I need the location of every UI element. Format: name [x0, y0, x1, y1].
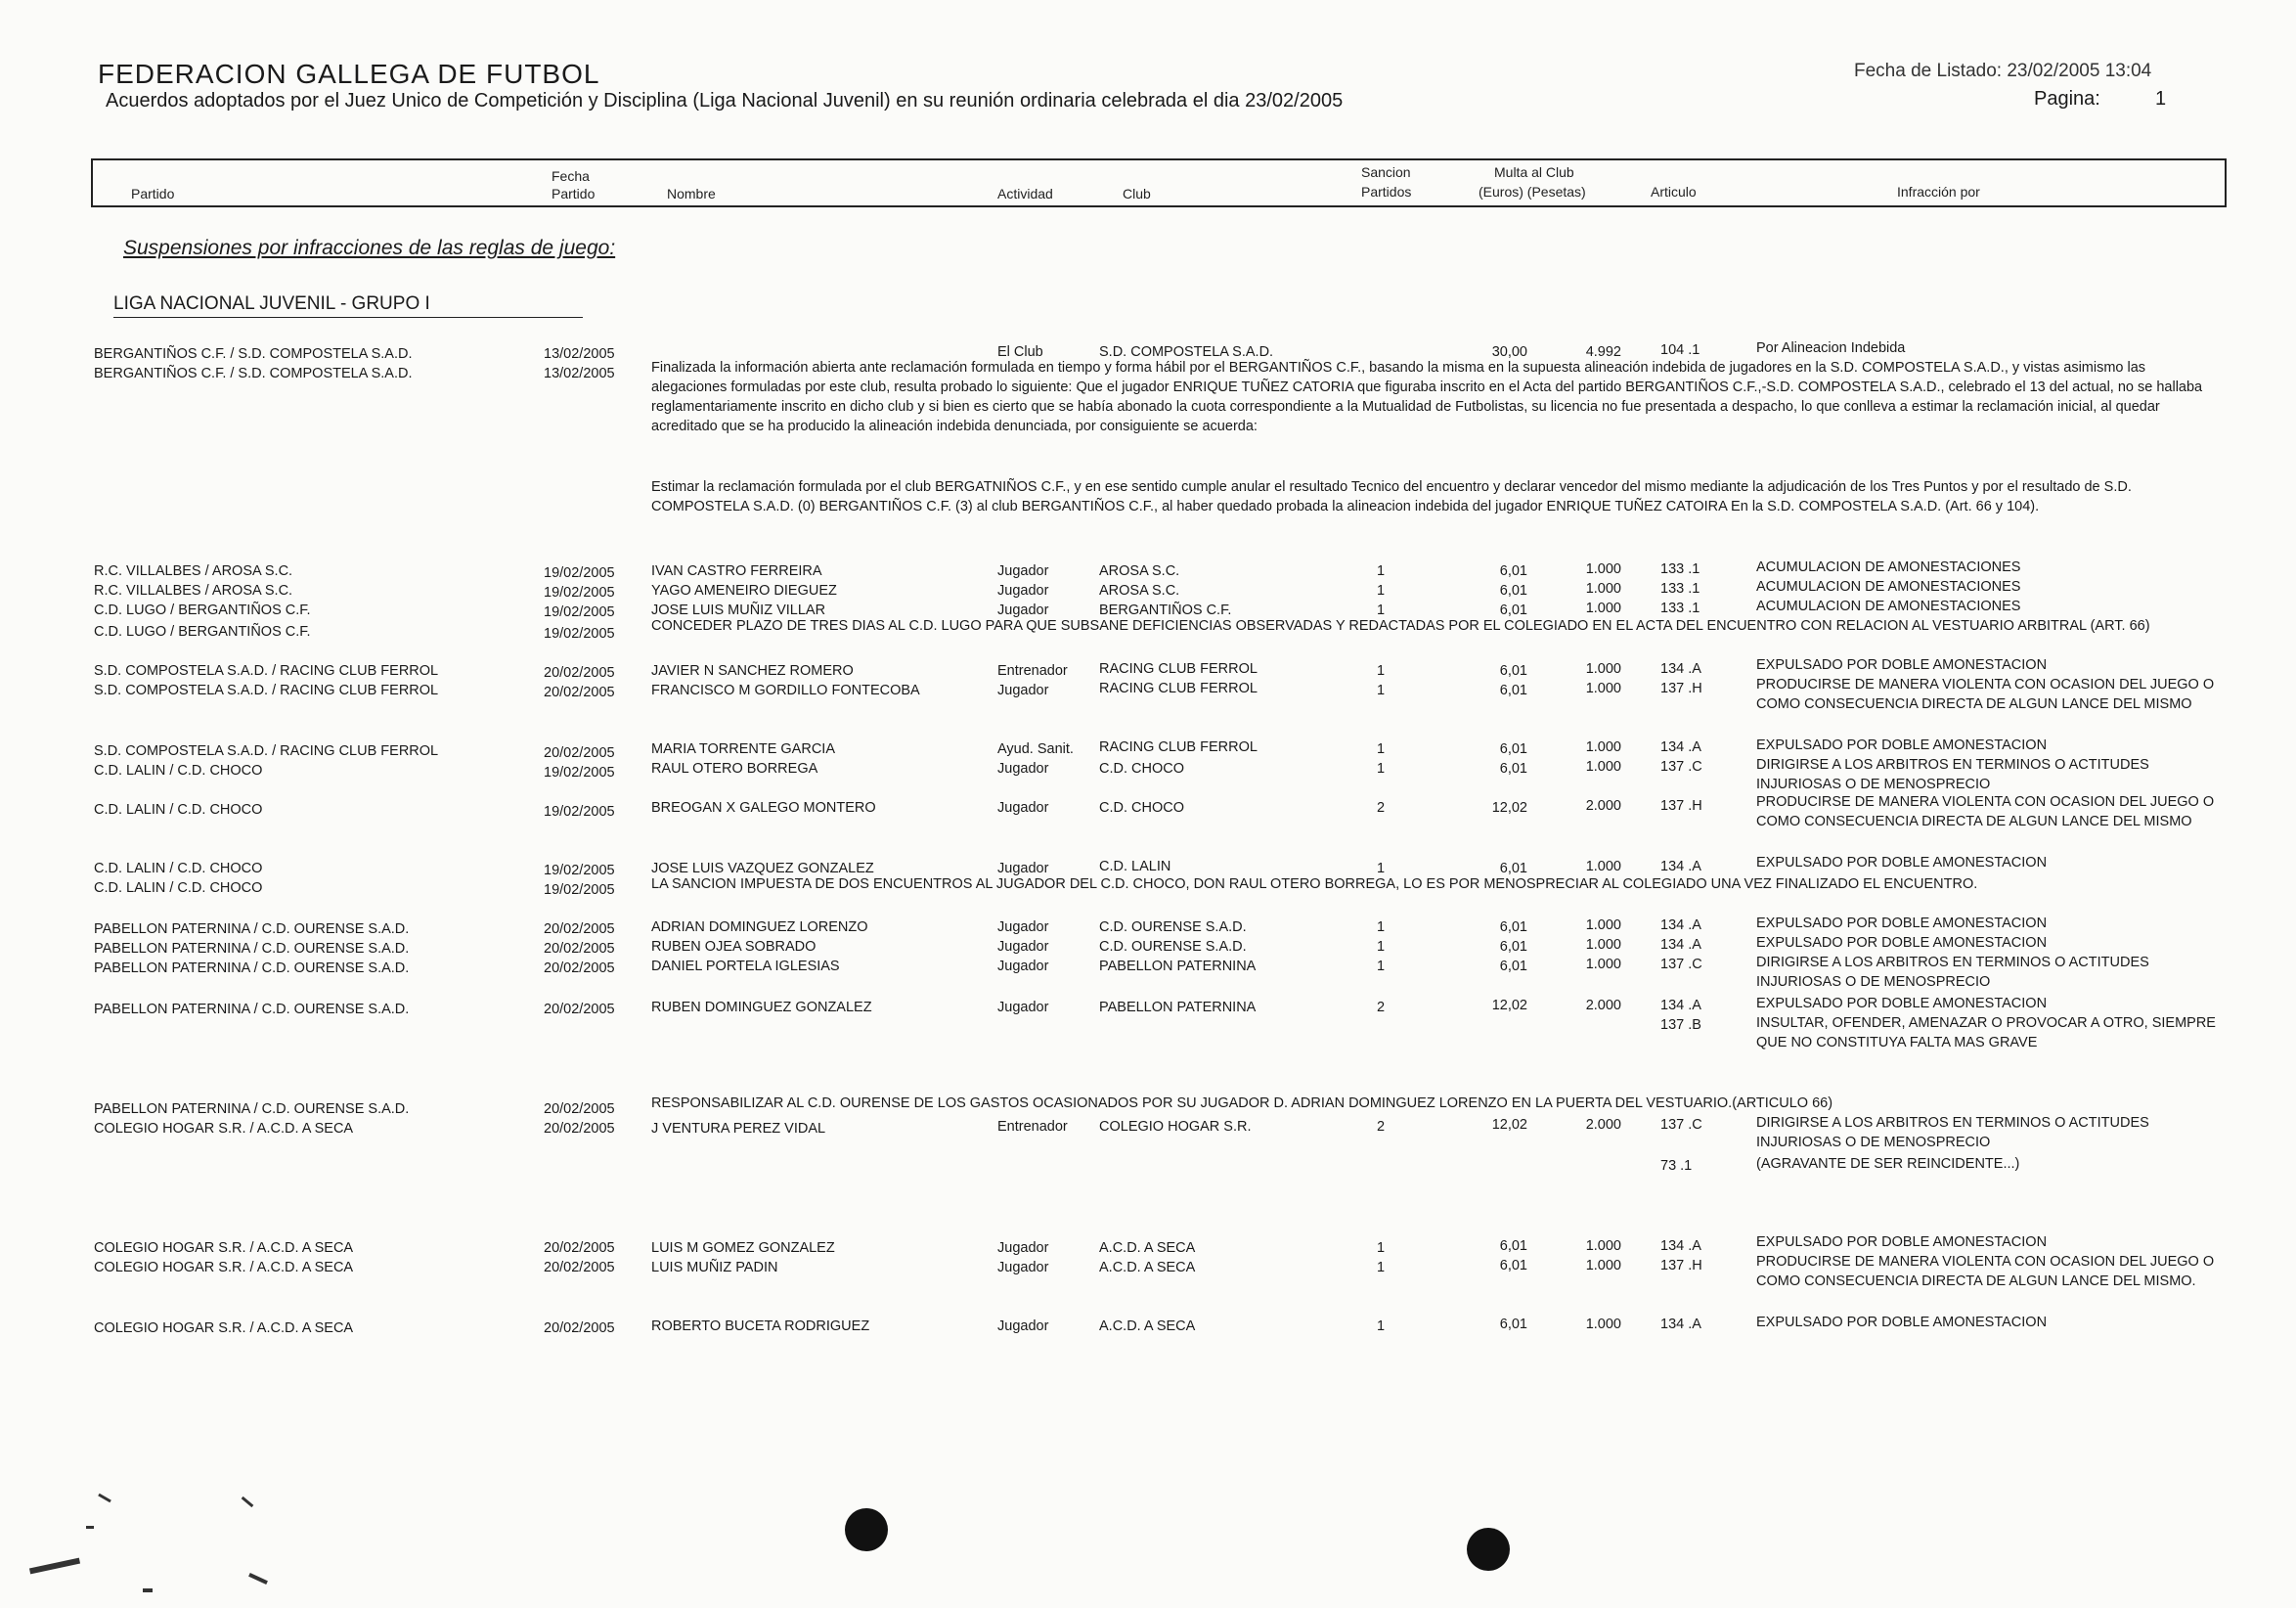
row-19-euros: 6,01: [1499, 1238, 1527, 1254]
row-6-nombre: JAVIER N SANCHEZ ROMERO: [651, 663, 854, 679]
row-2-fecha: 19/02/2005: [544, 565, 615, 581]
row-7-club: RACING CLUB FERROL: [1099, 681, 1258, 696]
row-3-partidos: 1: [1377, 583, 1386, 599]
row-7-infraccion: PRODUCIRSE DE MANERA VIOLENTA CON OCASION DEL JUEGO O COMO CONSECUENCIA DIRECTA DE ALGUN LANCE DEL MISMO: [1756, 677, 2215, 712]
row-19-actividad: Jugador: [997, 1240, 1049, 1256]
col-multa-bottom: (Euros) (Pesetas): [1479, 184, 1586, 200]
row-9-partidos: 1: [1377, 761, 1386, 777]
row-13-partidos: 1: [1377, 919, 1386, 935]
row-2-euros: 6,01: [1499, 563, 1527, 579]
row-20-pesetas: 1.000: [1585, 1258, 1621, 1273]
row-11-euros: 6,01: [1499, 861, 1527, 876]
row-19-articulo: 134 .A: [1660, 1238, 1701, 1254]
row-8-nombre: MARIA TORRENTE GARCIA: [651, 741, 835, 757]
row-6-actividad: Entrenador: [997, 663, 1068, 679]
col-fecha-bottom: Partido: [552, 186, 596, 201]
row-4-partidos: 1: [1377, 603, 1386, 618]
listing-date: Fecha de Listado: 23/02/2005 13:04: [1854, 61, 2152, 81]
row-4-club: BERGANTIÑOS C.F.: [1099, 603, 1232, 618]
row-10-partidos: 2: [1377, 800, 1386, 816]
row-20-articulo: 137 .H: [1660, 1258, 1702, 1273]
row-6-infraccion: EXPULSADO POR DOBLE AMONESTACION: [1756, 657, 2048, 673]
col-nombre: Nombre: [667, 186, 716, 201]
row-11-nombre: JOSE LUIS VAZQUEZ GONZALEZ: [651, 861, 874, 876]
row-21-partidos: 1: [1377, 1318, 1386, 1334]
row-12-partido: C.D. LALIN / C.D. CHOCO: [94, 880, 263, 896]
row-20-nombre: LUIS MUÑIZ PADIN: [651, 1260, 778, 1275]
row-7-actividad: Jugador: [997, 683, 1049, 698]
row-7-partido: S.D. COMPOSTELA S.A.D. / RACING CLUB FERROL: [94, 683, 439, 698]
row-18-infraccion2: (AGRAVANTE DE SER REINCIDENTE...): [1756, 1156, 2020, 1172]
row-9-nombre: RAUL OTERO BORREGA: [651, 761, 818, 777]
row-16-infraccion: EXPULSADO POR DOBLE AMONESTACION: [1756, 996, 2048, 1011]
document-subtitle: Acuerdos adoptados por el Juez Unico de Competición y Disciplina (Liga Nacional Juvenil) en su reunión ordinaria celebrada el dia 23/02/2005: [106, 90, 1344, 112]
document-title: FEDERACION GALLEGA DE FUTBOL: [98, 59, 600, 89]
row-16-partidos: 2: [1377, 1000, 1386, 1015]
row-3-club: AROSA S.C.: [1099, 583, 1180, 599]
row-11-actividad: Jugador: [997, 861, 1049, 876]
row-21-euros: 6,01: [1499, 1317, 1527, 1332]
row-3-fecha: 19/02/2005: [544, 585, 615, 601]
row-2-actividad: Jugador: [997, 563, 1049, 579]
row-21-fecha: 20/02/2005: [544, 1320, 615, 1336]
row-7-euros: 6,01: [1499, 683, 1527, 698]
row-14-fecha: 20/02/2005: [544, 941, 615, 957]
page-label: Pagina:: [2034, 88, 2100, 110]
row-9-actividad: Jugador: [997, 761, 1049, 777]
row-2-articulo: 133 .1: [1660, 561, 1700, 577]
row-4-fecha: 19/02/2005: [544, 604, 615, 620]
row-6-partido: S.D. COMPOSTELA S.A.D. / RACING CLUB FERROL: [94, 663, 439, 679]
row-14-articulo: 134 .A: [1660, 937, 1701, 953]
row-15-partidos: 1: [1377, 959, 1386, 974]
row-21-pesetas: 1.000: [1585, 1317, 1621, 1332]
row-13-articulo: 134 .A: [1660, 917, 1701, 933]
row-20-euros: 6,01: [1499, 1258, 1527, 1273]
row-9-partido: C.D. LALIN / C.D. CHOCO: [94, 763, 263, 779]
row-0-actividad: El Club: [997, 344, 1043, 360]
row-8-pesetas: 1.000: [1585, 739, 1621, 755]
row-19-partidos: 1: [1377, 1240, 1386, 1256]
row-19-fecha: 20/02/2005: [544, 1240, 615, 1256]
row-2-pesetas: 1.000: [1585, 561, 1621, 577]
row-10-partido: C.D. LALIN / C.D. CHOCO: [94, 802, 263, 818]
row-18-nombre: J VENTURA PEREZ VIDAL: [651, 1121, 826, 1137]
row-15-actividad: Jugador: [997, 959, 1049, 974]
row-18-pesetas: 2.000: [1585, 1117, 1621, 1133]
row-10-actividad: Jugador: [997, 800, 1049, 816]
row-21-club: A.C.D. A SECA: [1099, 1318, 1196, 1334]
col-sancion-bottom: Partidos: [1361, 184, 1412, 200]
row-3-euros: 6,01: [1499, 583, 1527, 599]
col-club: Club: [1123, 186, 1151, 201]
row-11-articulo: 134 .A: [1660, 859, 1701, 874]
row-14-pesetas: 1.000: [1585, 937, 1621, 953]
row-10-euros: 12,02: [1491, 800, 1527, 816]
row-16-club: PABELLON PATERNINA: [1099, 1000, 1257, 1015]
row-16-fecha: 20/02/2005: [544, 1002, 615, 1017]
row-9-articulo: 137 .C: [1660, 759, 1702, 775]
row-7-partidos: 1: [1377, 683, 1386, 698]
row-0-infraccion: Por Alineacion Indebida: [1756, 340, 1906, 356]
row-6-articulo: 134 .A: [1660, 661, 1701, 677]
row-7-pesetas: 1.000: [1585, 681, 1621, 696]
row-9-pesetas: 1.000: [1585, 759, 1621, 775]
row-0-pesetas: 4.992: [1585, 344, 1621, 360]
row-21-infraccion: EXPULSADO POR DOBLE AMONESTACION: [1756, 1315, 2048, 1330]
scan-speck: [143, 1588, 153, 1592]
row-3-articulo: 133 .1: [1660, 581, 1700, 597]
row-13-actividad: Jugador: [997, 919, 1049, 935]
row-11-partido: C.D. LALIN / C.D. CHOCO: [94, 861, 263, 876]
row-9-fecha: 19/02/2005: [544, 765, 615, 781]
scan-speck: [242, 1496, 254, 1507]
row-8-articulo: 134 .A: [1660, 739, 1701, 755]
col-actividad: Actividad: [997, 186, 1053, 201]
row-13-club: C.D. OURENSE S.A.D.: [1099, 919, 1247, 935]
row-2-infraccion: ACUMULACION DE AMONESTACIONES: [1756, 559, 2021, 575]
row-13-fecha: 20/02/2005: [544, 921, 615, 937]
scan-speck: [29, 1558, 80, 1575]
row-0-fecha: 13/02/2005: [544, 346, 615, 362]
row-6-pesetas: 1.000: [1585, 661, 1621, 677]
page-number: 1: [2155, 88, 2167, 110]
row-9-club: C.D. CHOCO: [1099, 761, 1184, 777]
row-15-infraccion: DIRIGIRSE A LOS ARBITROS EN TERMINOS O ACTITUDES INJURIOSAS O DE MENOSPRECIO: [1756, 955, 2149, 990]
row-20-actividad: Jugador: [997, 1260, 1049, 1275]
row-18-partido: COLEGIO HOGAR S.R. / A.C.D. A SECA: [94, 1121, 354, 1137]
row-20-partidos: 1: [1377, 1260, 1386, 1275]
row-2-club: AROSA S.C.: [1099, 563, 1180, 579]
row-8-euros: 6,01: [1499, 741, 1527, 757]
row-13-infraccion: EXPULSADO POR DOBLE AMONESTACION: [1756, 916, 2048, 931]
scan-speck: [248, 1573, 268, 1585]
punch-hole: [845, 1508, 888, 1551]
col-articulo: Articulo: [1651, 184, 1697, 200]
row-14-euros: 6,01: [1499, 939, 1527, 955]
row-5-partido: C.D. LUGO / BERGANTIÑOS C.F.: [94, 624, 311, 640]
row-16-infraccion2: INSULTAR, OFENDER, AMENAZAR O PROVOCAR A OTRO, SIEMPRE QUE NO CONSTITUYA FALTA MAS GRAVE: [1756, 1015, 2216, 1050]
row-1-fecha: 13/02/2005: [544, 366, 615, 381]
row-5-fecha: 19/02/2005: [544, 626, 615, 642]
row-4-articulo: 133 .1: [1660, 601, 1700, 616]
row-20-fecha: 20/02/2005: [544, 1260, 615, 1275]
row-14-partido: PABELLON PATERNINA / C.D. OURENSE S.A.D.: [94, 941, 410, 957]
row-18-articulo2: 73 .1: [1660, 1158, 1693, 1174]
row-10-nombre: BREOGAN X GALEGO MONTERO: [651, 800, 876, 816]
row-18-articulo: 137 .C: [1660, 1117, 1702, 1133]
row-16-articulo2: 137 .B: [1660, 1017, 1701, 1033]
row-7-articulo: 137 .H: [1660, 681, 1702, 696]
row-16-nombre: RUBEN DOMINGUEZ GONZALEZ: [651, 1000, 872, 1015]
row-14-club: C.D. OURENSE S.A.D.: [1099, 939, 1247, 955]
row-13-pesetas: 1.000: [1585, 917, 1621, 933]
row-4-nombre: JOSE LUIS MUÑIZ VILLAR: [651, 603, 826, 618]
row-16-actividad: Jugador: [997, 1000, 1049, 1015]
row-18-fecha: 20/02/2005: [544, 1121, 615, 1137]
row-10-fecha: 19/02/2005: [544, 804, 615, 820]
row-15-nombre: DANIEL PORTELA IGLESIAS: [651, 959, 840, 974]
row-6-club: RACING CLUB FERROL: [1099, 661, 1258, 677]
row-15-pesetas: 1.000: [1585, 957, 1621, 972]
row-6-fecha: 20/02/2005: [544, 665, 615, 681]
row-8-partido: S.D. COMPOSTELA S.A.D. / RACING CLUB FERROL: [94, 743, 439, 759]
row-4-partido: C.D. LUGO / BERGANTIÑOS C.F.: [94, 603, 311, 618]
row-13-partido: PABELLON PATERNINA / C.D. OURENSE S.A.D.: [94, 921, 410, 937]
row-8-actividad: Ayud. Sanit.: [997, 741, 1074, 757]
row-1-text: Finalizada la información abierta ante reclamación formulada en tiempo y forma hábil por el BERGANTIÑOS C.F., basando la misma en la supuesta alineación indebida de jugadores en la S.D. COMPOSTELA S.A.D., y vistas asimismo las alegaciones formuladas por este club, resulta probado lo siguiente: Que el jugador ENRIQUE TUÑEZ CATORIA que figuraba inscrito en el Acta del partido BERGANTIÑOS C.F.,-S.D. COMPOSTELA S.A.D., celebrado el 13 del actual, no se hallaba reglamentariamente inscrito en dicho club y si bien es cierto que se había abonado la cuota correspondiente a la Mutualidad de Futbolistas, su licencia no fue presentada a despacho, lo que conlleva a estimar la reclamación inicial, al quedar acreditado que se ha producido la alineación indebida denunciada, por consiguiente se acuerda:: [651, 360, 2203, 434]
row-2-nombre: IVAN CASTRO FERREIRA: [651, 563, 822, 579]
row-3-pesetas: 1.000: [1585, 581, 1621, 597]
row-0-club: S.D. COMPOSTELA S.A.D.: [1099, 344, 1274, 360]
row-0-euros: 30,00: [1491, 344, 1527, 360]
row-13-euros: 6,01: [1499, 919, 1527, 935]
row-12-text: LA SANCION IMPUESTA DE DOS ENCUENTROS AL JUGADOR DEL C.D. CHOCO, DON RAUL OTERO BORREGA, LO ES POR MENOSPRECIAR AL COLEGIADO UNA VEZ FINALIZADO EL ENCUENTRO.: [651, 876, 1978, 892]
row-11-fecha: 19/02/2005: [544, 863, 615, 878]
row-16-articulo: 134 .A: [1660, 998, 1701, 1013]
row-20-partido: COLEGIO HOGAR S.R. / A.C.D. A SECA: [94, 1260, 354, 1275]
row-17-text: RESPONSABILIZAR AL C.D. OURENSE DE LOS GASTOS OCASIONADOS POR SU JUGADOR D. ADRIAN DOMINGUEZ LORENZO EN LA PUERTA DEL VESTUARIO.(ARTICULO 66): [651, 1095, 1833, 1111]
row-21-articulo: 134 .A: [1660, 1317, 1701, 1332]
row-19-infraccion: EXPULSADO POR DOBLE AMONESTACION: [1756, 1234, 2048, 1250]
row-5-text: CONCEDER PLAZO DE TRES DIAS AL C.D. LUGO PARA QUE SUBSANE DEFICIENCIAS OBSERVADAS Y REDACTADAS POR EL COLEGIADO EN EL ACTA DEL ENCUENTRO CON RELACION AL VESTUARIO ARBITRAL (ART. 66): [651, 618, 2150, 634]
group-title: LIGA NACIONAL JUVENIL - GRUPO I: [113, 293, 583, 318]
row-12-fecha: 19/02/2005: [544, 882, 615, 898]
col-multa-top: Multa al Club: [1494, 164, 1574, 180]
row-4-pesetas: 1.000: [1585, 601, 1621, 616]
row-18-infraccion: DIRIGIRSE A LOS ARBITROS EN TERMINOS O ACTITUDES INJURIOSAS O DE MENOSPRECIO: [1756, 1115, 2149, 1150]
row-10-infraccion: PRODUCIRSE DE MANERA VIOLENTA CON OCASION DEL JUEGO O COMO CONSECUENCIA DIRECTA DE ALGUN LANCE DEL MISMO: [1756, 794, 2215, 829]
row-18-euros: 12,02: [1491, 1117, 1527, 1133]
row-15-club: PABELLON PATERNINA: [1099, 959, 1257, 974]
row-19-nombre: LUIS M GOMEZ GONZALEZ: [651, 1240, 835, 1256]
row-20-club: A.C.D. A SECA: [1099, 1260, 1196, 1275]
row-6-partidos: 1: [1377, 663, 1386, 679]
row-11-club: C.D. LALIN: [1099, 859, 1171, 874]
row-19-pesetas: 1.000: [1585, 1238, 1621, 1254]
row-7-nombre: FRANCISCO M GORDILLO FONTECOBA: [651, 683, 920, 698]
row-16-pesetas: 2.000: [1585, 998, 1621, 1013]
row-4-infraccion: ACUMULACION DE AMONESTACIONES: [1756, 599, 2021, 614]
row-17-fecha: 20/02/2005: [544, 1101, 615, 1117]
row-4-actividad: Jugador: [997, 603, 1049, 618]
row-9-euros: 6,01: [1499, 761, 1527, 777]
row-19-club: A.C.D. A SECA: [1099, 1240, 1196, 1256]
row-14-nombre: RUBEN OJEA SOBRADO: [651, 939, 817, 955]
row-11-pesetas: 1.000: [1585, 859, 1621, 874]
col-infraccion: Infracción por: [1897, 184, 1980, 200]
col-sancion-top: Sancion: [1361, 164, 1411, 180]
row-10-pesetas: 2.000: [1585, 798, 1621, 814]
section-title: Suspensiones por infracciones de las reglas de juego:: [123, 237, 616, 259]
row-17-partido: PABELLON PATERNINA / C.D. OURENSE S.A.D.: [94, 1101, 410, 1117]
row-1-partido: BERGANTIÑOS C.F. / S.D. COMPOSTELA S.A.D.: [94, 366, 413, 381]
row-2-partido: R.C. VILLALBES / AROSA S.C.: [94, 563, 293, 579]
row-4-euros: 6,01: [1499, 603, 1527, 618]
row-11-partidos: 1: [1377, 861, 1386, 876]
col-partido: Partido: [131, 186, 175, 201]
row-6-euros: 6,01: [1499, 663, 1527, 679]
row-15-fecha: 20/02/2005: [544, 960, 615, 976]
row-18-partidos: 2: [1377, 1119, 1386, 1135]
row-13-nombre: ADRIAN DOMINGUEZ LORENZO: [651, 919, 868, 935]
row-16-euros: 12,02: [1491, 998, 1527, 1013]
row-3-actividad: Jugador: [997, 583, 1049, 599]
row-7-fecha: 20/02/2005: [544, 685, 615, 700]
row-8-infraccion: EXPULSADO POR DOBLE AMONESTACION: [1756, 737, 2048, 753]
row-8-club: RACING CLUB FERROL: [1099, 739, 1258, 755]
row-16-partido: PABELLON PATERNINA / C.D. OURENSE S.A.D.: [94, 1002, 410, 1017]
row-3-nombre: YAGO AMENEIRO DIEGUEZ: [651, 583, 837, 599]
row-15-articulo: 137 .C: [1660, 957, 1702, 972]
row-21-actividad: Jugador: [997, 1318, 1049, 1334]
row-10-articulo: 137 .H: [1660, 798, 1702, 814]
row-19-partido: COLEGIO HOGAR S.R. / A.C.D. A SECA: [94, 1240, 354, 1256]
row-2-partidos: 1: [1377, 563, 1386, 579]
row-21-nombre: ROBERTO BUCETA RODRIGUEZ: [651, 1318, 870, 1334]
row-0-articulo: 104 .1: [1660, 342, 1700, 358]
row-8-partidos: 1: [1377, 741, 1386, 757]
row-11-infraccion: EXPULSADO POR DOBLE AMONESTACION: [1756, 855, 2048, 871]
row-21-partido: COLEGIO HOGAR S.R. / A.C.D. A SECA: [94, 1320, 354, 1336]
col-fecha-top: Fecha: [552, 168, 590, 184]
scan-speck: [98, 1494, 111, 1503]
column-header-box: [91, 158, 2227, 207]
row-15-partido: PABELLON PATERNINA / C.D. OURENSE S.A.D.: [94, 960, 410, 976]
row-3-partido: R.C. VILLALBES / AROSA S.C.: [94, 583, 293, 599]
row-8-fecha: 20/02/2005: [544, 745, 615, 761]
row-15-euros: 6,01: [1499, 959, 1527, 974]
row-1-text2: Estimar la reclamación formulada por el club BERGATNIÑOS C.F., y en ese sentido cumple anular el resultado Tecnico del encuentro y declarar vencedor del mismo mediante la adjudicación de los Tres Puntos y por el resultado de S.D. COMPOSTELA S.A.D. (0) BERGANTIÑOS C.F. (3) al club BERGANTIÑOS C.F., al haber quedado probada la alineacion indebida del jugador ENRIQUE TUÑEZ CATOIRA En la S.D. COMPOSTELA S.A.D. (Art. 66 y 104).: [651, 479, 2132, 514]
row-0-partido: BERGANTIÑOS C.F. / S.D. COMPOSTELA S.A.D.: [94, 346, 413, 362]
row-18-actividad: Entrenador: [997, 1119, 1068, 1135]
row-18-club: COLEGIO HOGAR S.R.: [1099, 1119, 1252, 1135]
row-9-infraccion: DIRIGIRSE A LOS ARBITROS EN TERMINOS O ACTITUDES INJURIOSAS O DE MENOSPRECIO: [1756, 757, 2149, 792]
row-10-club: C.D. CHOCO: [1099, 800, 1184, 816]
row-20-infraccion: PRODUCIRSE DE MANERA VIOLENTA CON OCASION DEL JUEGO O COMO CONSECUENCIA DIRECTA DE ALGUN LANCE DEL MISMO.: [1756, 1254, 2215, 1289]
row-14-partidos: 1: [1377, 939, 1386, 955]
punch-hole: [1467, 1528, 1510, 1571]
scan-speck: [86, 1526, 94, 1529]
row-14-actividad: Jugador: [997, 939, 1049, 955]
row-14-infraccion: EXPULSADO POR DOBLE AMONESTACION: [1756, 935, 2048, 951]
row-3-infraccion: ACUMULACION DE AMONESTACIONES: [1756, 579, 2021, 595]
